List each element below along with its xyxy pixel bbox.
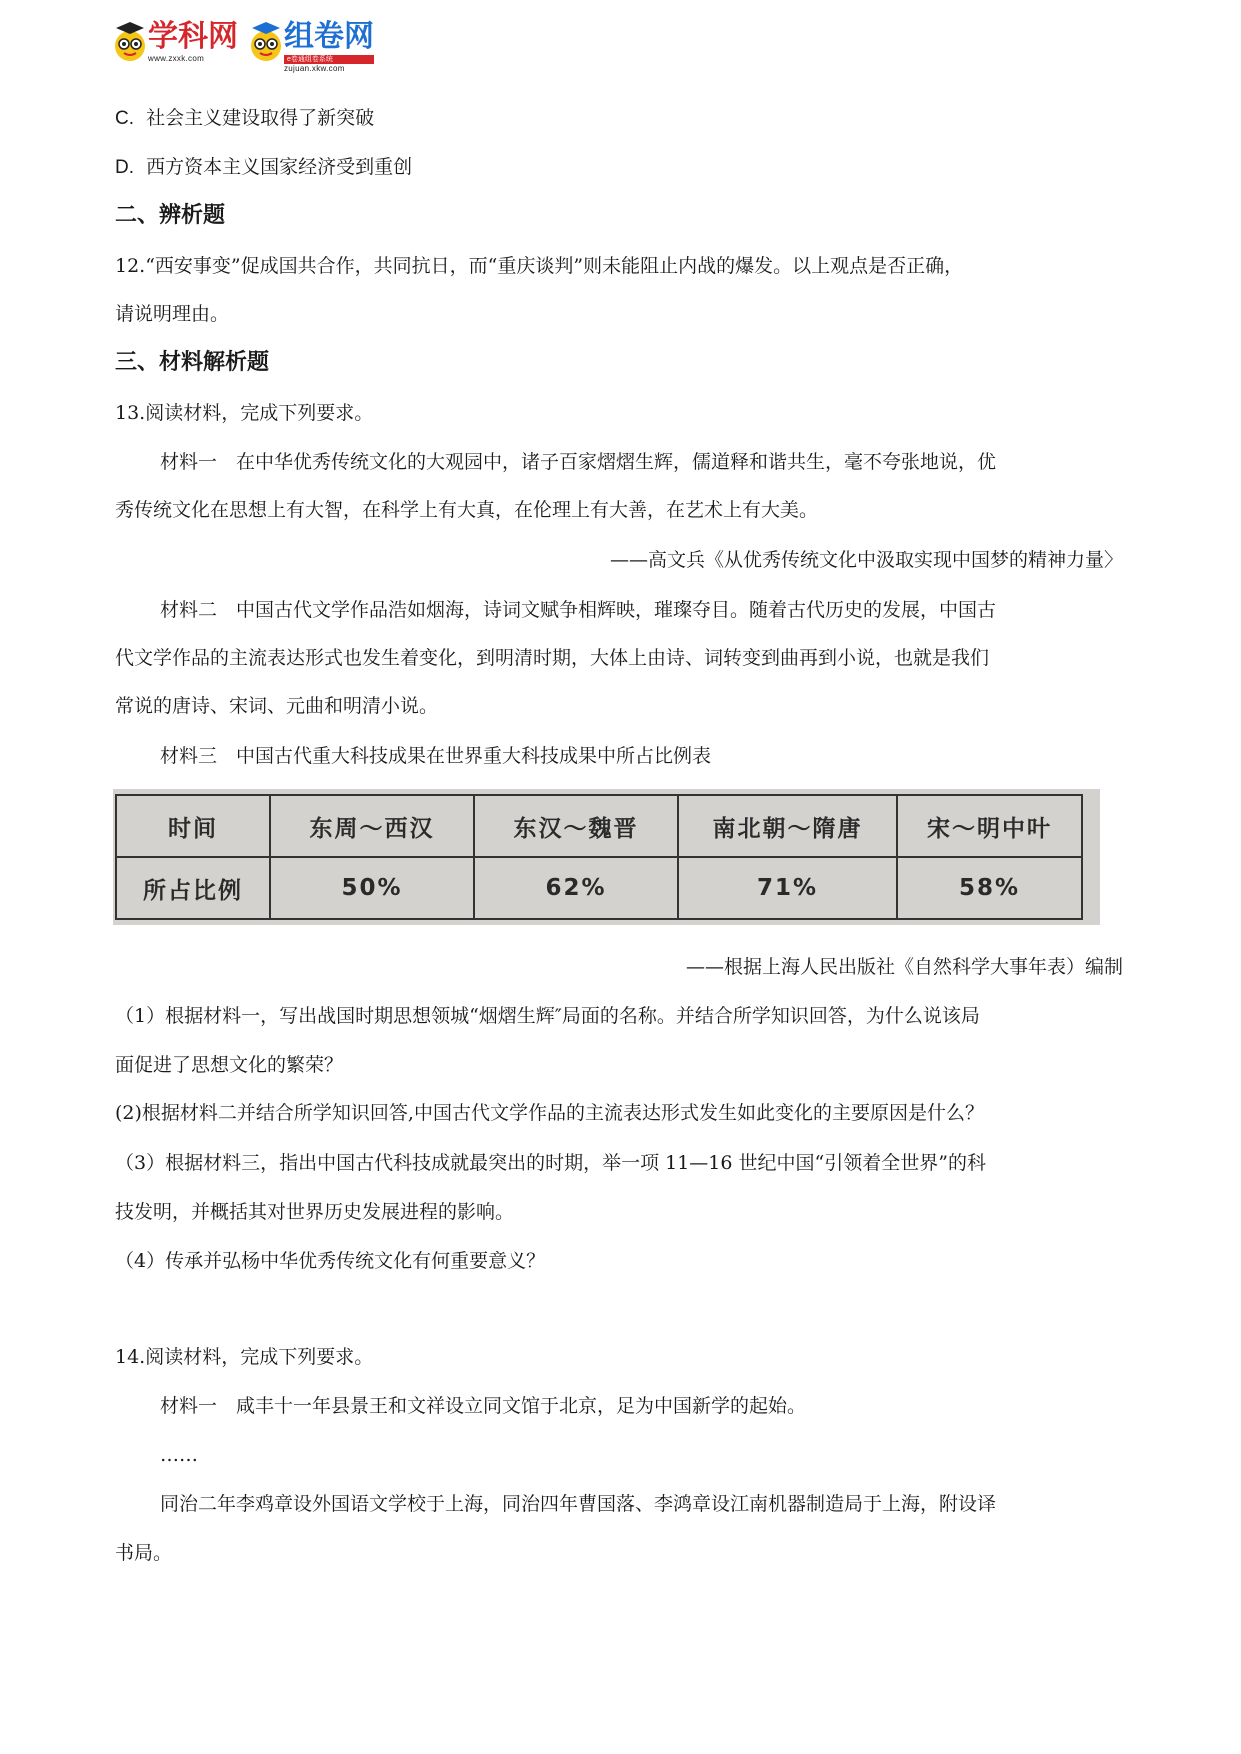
q13-2: (2)根据材料二并结合所学知识回答,中国古代文学作品的主流表达形式发生如此变化的主要原因是什么？ <box>115 1102 984 1124</box>
q12-line2: 请说明理由。 <box>115 303 230 325</box>
header-logos <box>112 20 374 73</box>
table-header-cell: 时间 <box>116 795 270 857</box>
logo2-url: zujuan.xkw.com <box>284 64 345 73</box>
table-header-cell: 东周～西汉 <box>270 795 474 857</box>
q14-intro: 14.阅读材料，完成下列要求。 <box>115 1346 374 1368</box>
scanned-proportion-table <box>113 789 1100 925</box>
q13-4: （4）传承并弘杨中华优秀传统文化有何重要意义？ <box>115 1250 546 1272</box>
q13-1-line1: （1）根据材料一，写出战国时期思想领城“烟熠生辉″局面的名称。并结合所学知识回答，为什么说该局 <box>115 1005 980 1027</box>
section2-title: 二、辨析题 <box>115 202 226 227</box>
material2-line1: 材料二 中国古代文学作品浩如烟海，诗词文赋争相辉映，璀璨夺目。随着古代历史的发展，中国古 <box>160 599 997 621</box>
material3-title: 材料三 中国古代重大科技成果在世界重大科技成果中所占比例表 <box>160 745 712 767</box>
q14-material1: 材料一 咸丰十一年县景王和文祥设立同文馆于北京，足为中国新学的起始。 <box>160 1395 807 1417</box>
table-header-cell: 宋～明中叶 <box>897 795 1082 857</box>
q13-3-line2: 技发明，并概括其对世界历史发展进程的影响。 <box>115 1201 515 1223</box>
material1-source: ——高文兵《从优秀传统文化中汲取实现中国梦的精神力量〉 <box>609 549 1123 571</box>
option-d <box>115 155 412 180</box>
table-cell: 所占比例 <box>116 857 270 919</box>
proportion-table <box>115 794 1083 920</box>
table-header-cell: 南北朝～隋唐 <box>678 795 897 857</box>
q13-intro: 13.阅读材料，完成下列要求。 <box>115 402 374 424</box>
table-cell: 71% <box>678 857 897 919</box>
section3-title: 三、材料解析题 <box>115 349 270 374</box>
logo-xuekewang <box>112 20 238 64</box>
q13-1-line2: 面促进了思想文化的繁荣？ <box>115 1054 344 1076</box>
material1-line2: 秀传统文化在思想上有大智，在科学上有大真，在伦理上有大善，在艺术上有大美。 <box>115 499 819 521</box>
q14-line4: 书局。 <box>115 1542 173 1564</box>
q14-ellipsis: …… <box>160 1444 198 1466</box>
table-row <box>116 857 1082 919</box>
q13-3-line1: （3）根据材料三，指出中国古代科技成就最突出的时期，举一项 11—16 世纪中国“引领着全世界”的科 <box>115 1152 986 1174</box>
option-c-text: 社会主义建设取得了新突破 <box>146 107 375 129</box>
table-header-cell: 东汉～魏晋 <box>474 795 678 857</box>
option-c <box>115 106 374 131</box>
logo2-badge: e卷通组卷系统 <box>284 55 374 64</box>
material2-line2: 代文学作品的主流表达形式也发生着变化，到明清时期，大体上由诗、词转变到曲再到小说，也就是我们 <box>115 647 990 669</box>
logo2-name: 组卷网 <box>284 20 374 53</box>
option-d-text: 西方资本主义国家经济受到重创 <box>146 156 413 178</box>
logo-zujuanwang <box>248 20 374 74</box>
q12-line1: 12.“西安事变”促成国共合作，共同抗日，而“重庆谈判”则未能阻止内战的爆发。以上观点是否正确， <box>115 255 964 277</box>
table-cell: 58% <box>897 857 1082 919</box>
mascot-icon <box>248 20 284 62</box>
logo1-url: www.zxxk.com <box>148 54 205 63</box>
option-c-label: C. <box>115 108 134 129</box>
logo1-name: 学科网 <box>148 20 238 53</box>
option-d-label: D. <box>115 157 134 178</box>
mascot-icon <box>112 20 148 62</box>
table-header-row <box>116 795 1082 857</box>
table-cell: 50% <box>270 857 474 919</box>
material2-line3: 常说的唐诗、宋词、元曲和明清小说。 <box>115 695 439 717</box>
q14-line3: 同治二年李鸡章设外国语文学校于上海，同治四年曹国落、李鸿章设江南机器制造局于上海，附设译 <box>160 1493 997 1515</box>
material3-source: ——根据上海人民出版社《自然科学大事年表）编制 <box>685 956 1123 978</box>
material1-line1: 材料一 在中华优秀传统文化的大观园中，诸子百家熠熠生辉，儒道释和谐共生，毫不夸张地说，优 <box>160 451 997 473</box>
table-cell: 62% <box>474 857 678 919</box>
